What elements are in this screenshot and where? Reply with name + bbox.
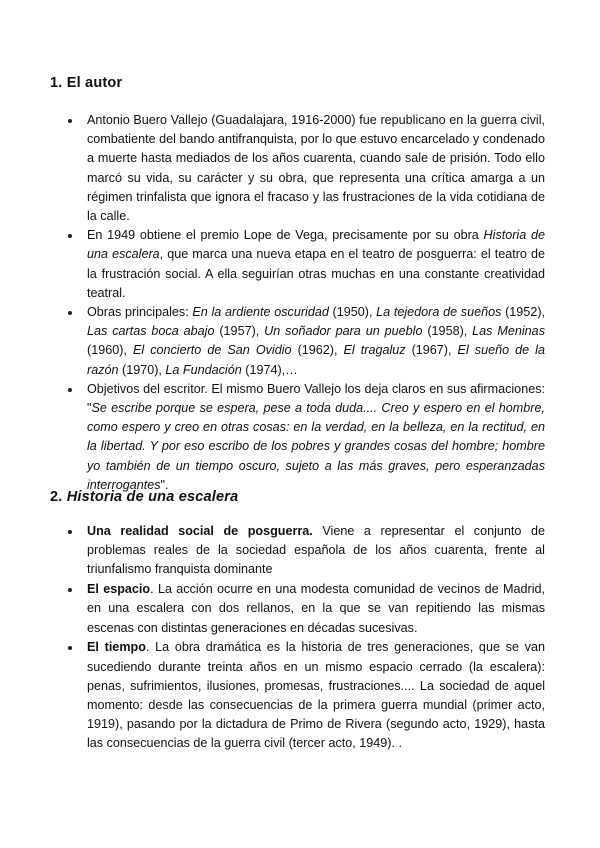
work-year: (1950), bbox=[328, 305, 377, 320]
item-text: En 1949 obtiene el premio Lope de Vega, precisamente por su obra bbox=[87, 228, 484, 243]
work-title: En la ardiente oscuridad bbox=[192, 305, 329, 320]
work-year: (1957), bbox=[214, 324, 265, 339]
item-bold-lead: Una realidad social de posguerra. bbox=[87, 524, 313, 538]
item-text: Viene a representar el conjunto de problemas reales de la sociedad española de los años cuarenta, frente al triunfalismo franquista dominante bbox=[87, 524, 545, 577]
item-text: Objetivos del escritor. El mismo Buero Vallejo los deja claros en sus afirmaciones: " bbox=[87, 381, 545, 416]
work-title: Historia de una escalera bbox=[87, 228, 545, 262]
list-item bbox=[87, 522, 545, 580]
work-title: El tragaluz bbox=[343, 343, 406, 358]
item-bold-lead: El tiempo bbox=[87, 640, 146, 655]
item-text: Obras principales: bbox=[87, 305, 193, 320]
author-bullet-list bbox=[87, 111, 545, 495]
work-title: El concierto de San Ovidio bbox=[132, 343, 292, 358]
work-year: (1974),… bbox=[241, 362, 298, 377]
item-text: . La obra dramática es la historia de tres generaciones, que se van sucediendo durante treinta años en un mismo espacio cerrado (la escalera): penas, sufrimientos, ilusiones, promesas, frustraciones.... La sociedad de aquel momento: desde las consecuencias de la primera guerra mundial (primer acto, 1919), pasando por la dictadura de Primo de Rivera (segundo acto, 1929), hasta las consecuencias de la guerra civil (tercer acto, 1949). . bbox=[87, 640, 545, 751]
work-year: (1952), bbox=[501, 305, 546, 320]
heading-number: 2. bbox=[50, 489, 67, 505]
work-year: (1970), bbox=[118, 362, 166, 377]
list-item bbox=[87, 303, 545, 380]
item-text: Antonio Buero Vallejo (Guadalajara, 1916-2000) fue republicano en la guerra civil, combatiente del bando antifranquista, por lo que estuvo encarcelado y condenado a muerte hasta mediados de los años cuarenta, cuando sale de prisión. Todo ello marcó su vida, su carácter y su obra, que representa una crítica amarga a un régimen trinfalista que ignora el fracaso y las frustraciones de la vida cotidiana de la calle. bbox=[87, 113, 545, 224]
work-title: La tejedora de sueños bbox=[376, 305, 502, 320]
heading-title: Historia de una escalera bbox=[66, 489, 239, 505]
work-year: (1960), bbox=[87, 343, 133, 358]
work-title: Las Meninas bbox=[472, 324, 545, 339]
item-bold-lead: El espacio bbox=[87, 582, 151, 597]
item-text: ". bbox=[160, 477, 169, 492]
section-heading-historia bbox=[50, 489, 238, 505]
work-year: (1962), bbox=[291, 343, 344, 358]
author-quote: Se escribe porque se espera, pese a toda duda.... Creo y espero en el hombre, como espero y creo en otras cosas: en la verdad, en la belleza, en la rectitud, en la libertad. Y por eso escribo de los pobres y grandes cosas del hombre; hombre yo también de un tiempo oscuro, sujeto a las más graves, pero esperanzadas interrogantes bbox=[87, 401, 545, 492]
work-title: La Fundación bbox=[165, 362, 242, 377]
work-title: El sueño de la razón bbox=[87, 343, 545, 377]
list-item bbox=[87, 380, 545, 495]
list-item bbox=[87, 111, 545, 226]
item-text: . La acción ocurre en una modesta comunidad de vecinos de Madrid, en una escalera con dos rellanos, en la que se van repitiendo las mismas escenas con distintas generaciones en décadas sucesivas. bbox=[87, 582, 545, 635]
section-heading-el-autor: 1. El autor bbox=[50, 75, 123, 91]
list-item bbox=[87, 226, 545, 303]
play-bullet-list bbox=[87, 522, 545, 754]
list-item bbox=[87, 580, 545, 638]
work-title: Las cartas boca abajo bbox=[87, 324, 215, 339]
work-year: (1958), bbox=[422, 324, 473, 339]
item-text: , que marca una nueva etapa en el teatro de posguerra: el teatro de la frustración social. A ella seguirían otras muchas en una constante creatividad teatral. bbox=[87, 247, 545, 300]
work-year: (1967), bbox=[405, 343, 458, 358]
work-title: Un soñador para un pueblo bbox=[264, 324, 423, 339]
list-item bbox=[87, 638, 545, 753]
